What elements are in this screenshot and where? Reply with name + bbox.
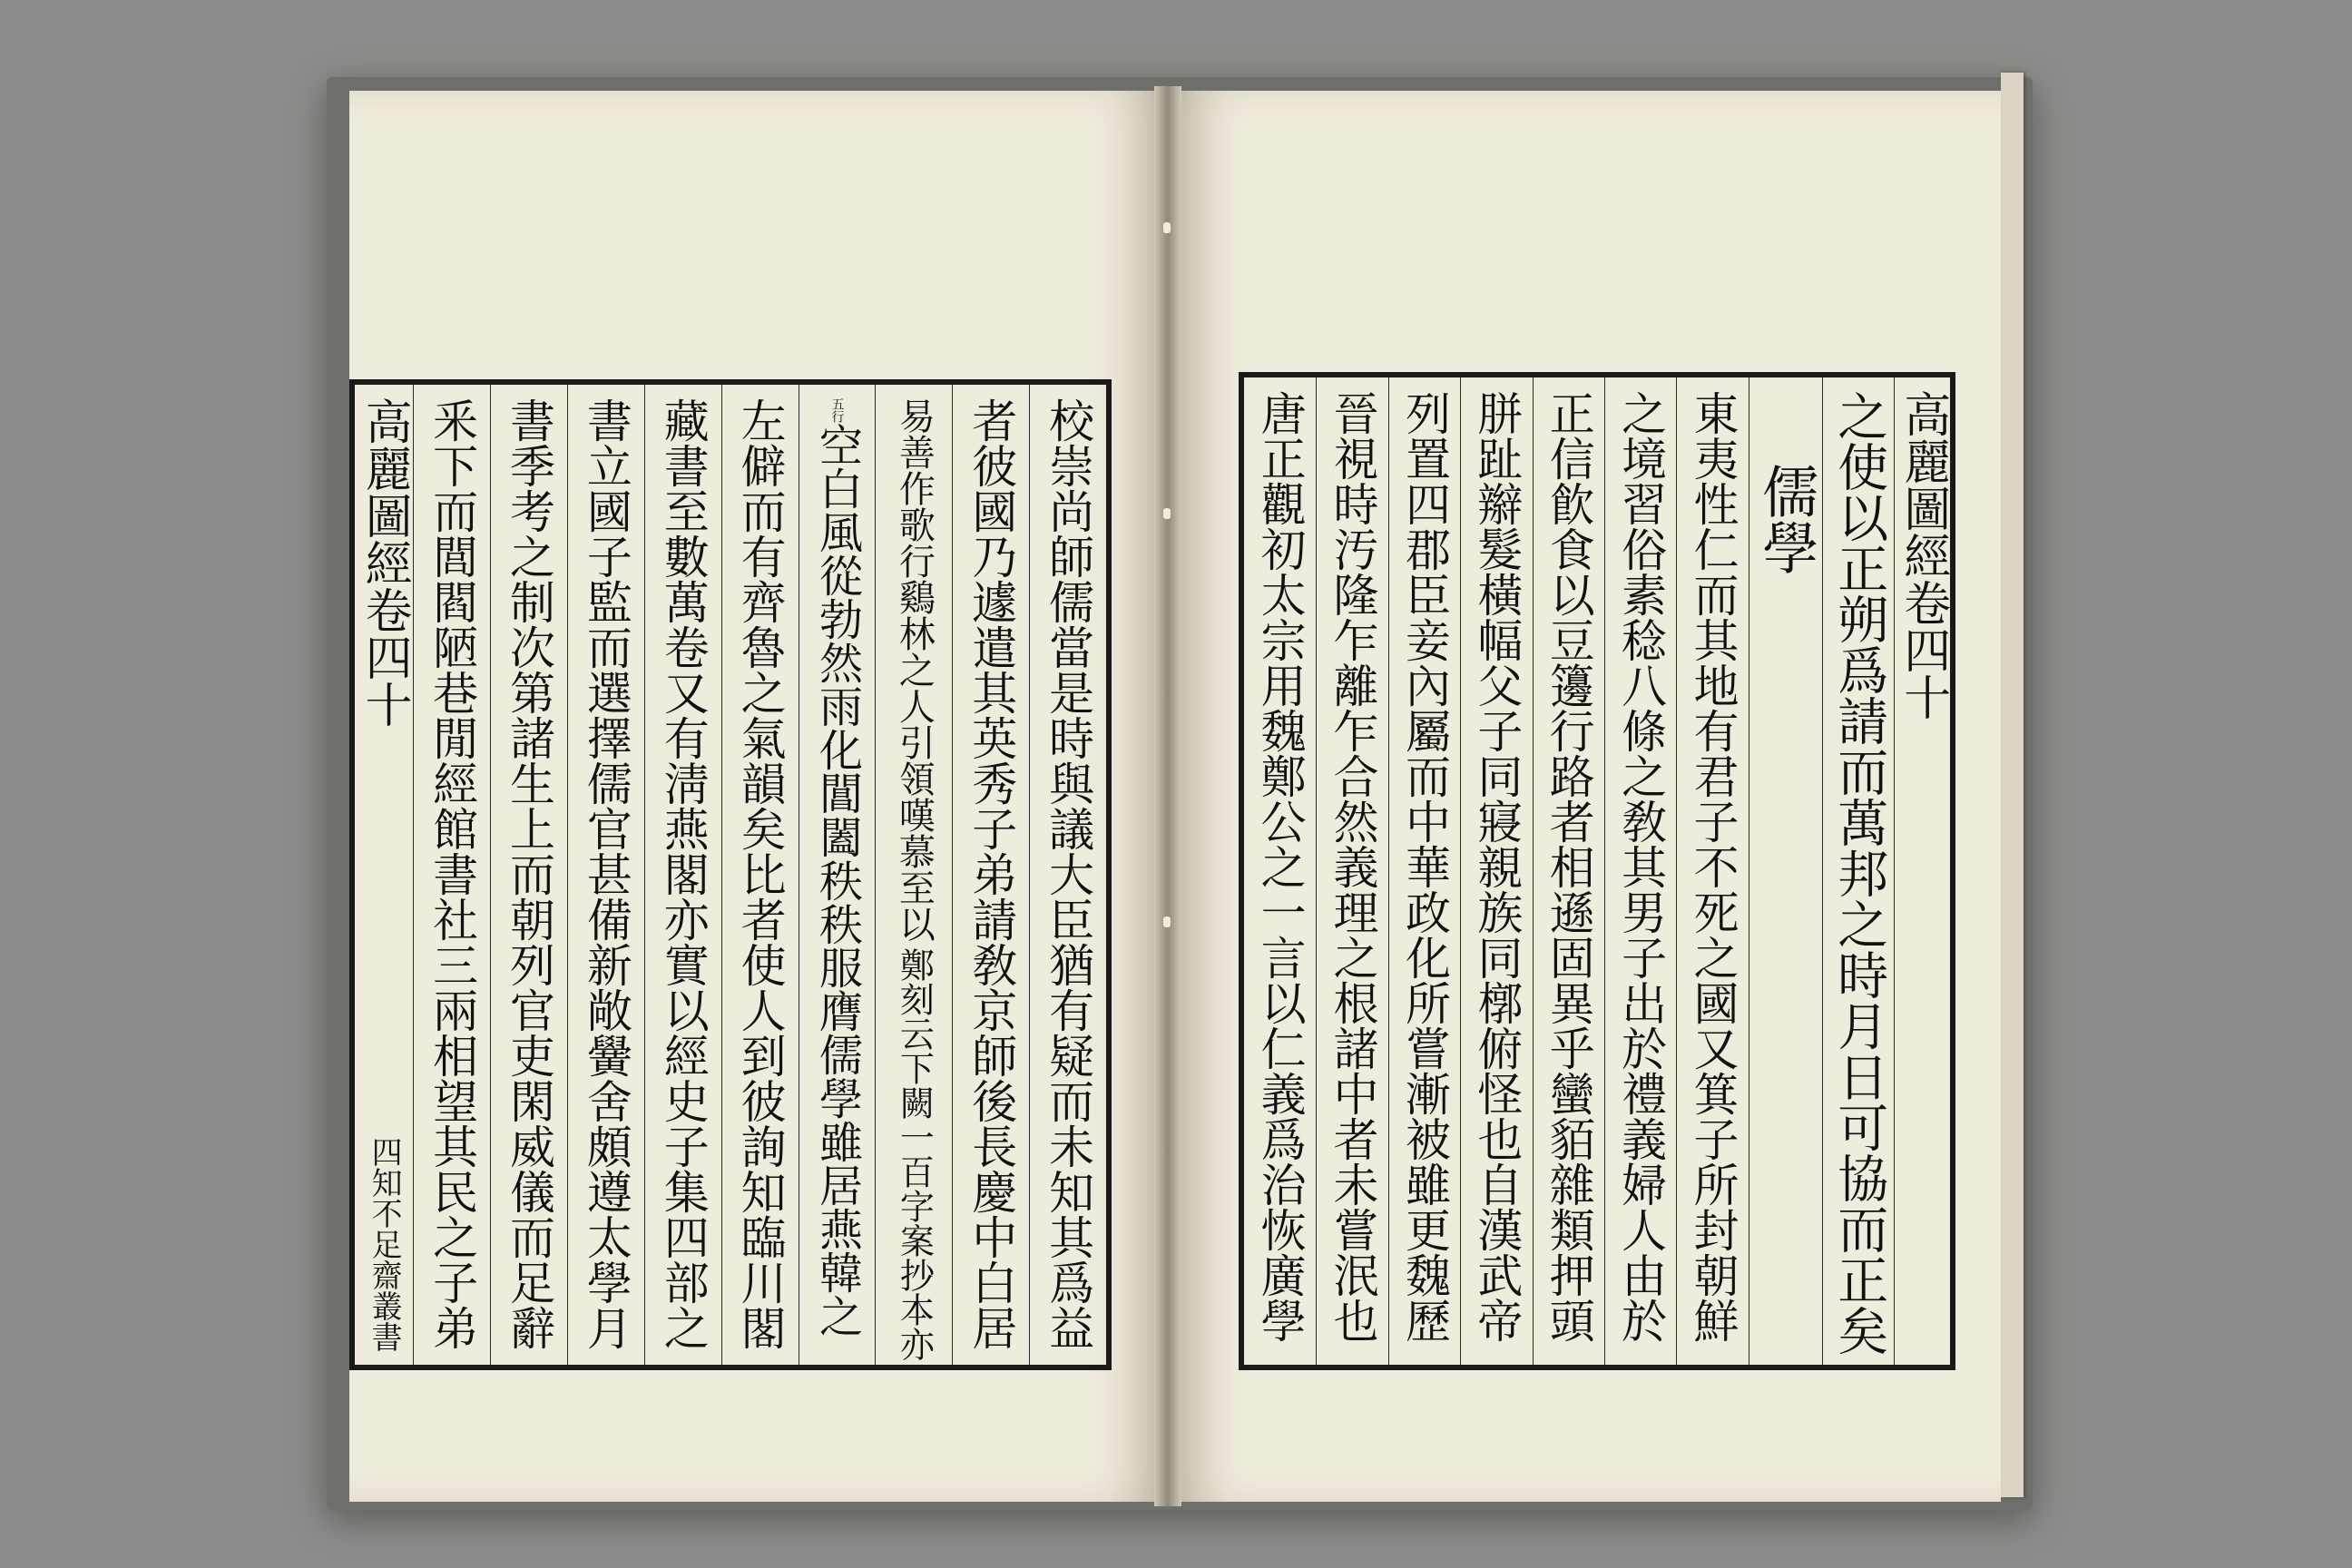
column-text: 列置四郡臣妾內屬而中華政化所嘗漸被雖更魏歷 (1397, 390, 1451, 1343)
note-line: 空白風從勃然雨化閶闔秩秩服膺儒學雖居燕韓之 (811, 423, 863, 1338)
text-column (1388, 377, 1460, 1365)
column-text: 者彼國乃遽遣其英秀子弟請敎京師後長慶中白居 (965, 397, 1018, 1350)
column-text: 之使以正朔爲請而萬邦之時月日可協而正矣 (1829, 390, 1889, 1356)
center-column (1894, 377, 1950, 1365)
column-text: 唐正觀初太宗用魏鄭公之一言以仁義爲治恢廣學 (1253, 390, 1307, 1343)
binding-stitch (1163, 222, 1171, 233)
series-title: 四知不足齋叢書 (366, 1136, 403, 1352)
text-column (1676, 377, 1748, 1365)
column-text: 書立國子監而選擇儒官甚備新敞黌舍頗遵太學月 (579, 397, 632, 1350)
book-title: 高麗圖經卷四十 (1895, 390, 1950, 720)
left-text-block (349, 379, 1112, 1370)
book-title: 高麗圖經卷四十 (357, 397, 412, 728)
book-gutter (1154, 86, 1181, 1506)
right-page-edge (2001, 73, 2024, 1497)
text-column (952, 385, 1029, 1365)
column-text: 正信飮食以豆籩行路者相遜固異乎蠻貊雜類押頭 (1542, 390, 1595, 1343)
column-text: 五行 (829, 397, 845, 423)
text-column (490, 385, 567, 1365)
text-column (644, 385, 721, 1365)
column-text: 之境習俗素稔八條之敎其男子出於禮義婦人由於 (1614, 390, 1668, 1343)
section-heading: 儒學 (1752, 463, 1819, 575)
column-text: 藏書至數萬卷又有淸燕閣亦實以經史子集四部之 (656, 397, 710, 1350)
text-column (1533, 377, 1604, 1365)
text-column (1244, 377, 1316, 1365)
note-line: 鄭刻云下闕一百字案抄本亦 (894, 947, 935, 1361)
text-column (875, 385, 952, 1365)
column-text: 書季考之制次第諸生上而朝列官吏閑威儀而足辭 (502, 397, 555, 1350)
inset-note (894, 947, 935, 1361)
text-column (721, 385, 799, 1365)
text-column (1029, 385, 1106, 1365)
text-column (1316, 377, 1387, 1365)
column-text: 晉視時汚隆乍離乍合然義理之根諸中者未嘗泯也 (1326, 390, 1379, 1343)
column-text: 校崇尚師儒當是時與議大臣猶有疑而未知其爲益 (1042, 397, 1095, 1350)
text-column (1460, 377, 1532, 1365)
text-column (567, 385, 644, 1365)
column-text: 釆下而閭閻陋巷閒經館書社三兩相望其民之子弟 (426, 397, 479, 1350)
text-column (413, 385, 490, 1365)
text-column (1604, 377, 1676, 1365)
text-column (1822, 377, 1894, 1365)
column-text: 胼趾辮髮橫幅父子同寢親族同槨俯怪也自漢武帝 (1470, 390, 1524, 1343)
binding-stitch (1163, 916, 1171, 927)
column-text: 易善作歌行鷄林之人引領嘆慕至以 (893, 397, 936, 942)
right-text-block (1239, 372, 1955, 1370)
text-column (799, 385, 876, 1365)
column-text: 東夷性仁而其地有君子不死之國又箕子所封朝鮮 (1686, 390, 1740, 1343)
column-text: 左僻而有齊魯之氣韻矣比者使人到彼詢知臨川閣 (733, 397, 787, 1350)
binding-stitch (1163, 508, 1171, 519)
center-column (355, 385, 413, 1365)
section-heading-column (1749, 377, 1822, 1365)
